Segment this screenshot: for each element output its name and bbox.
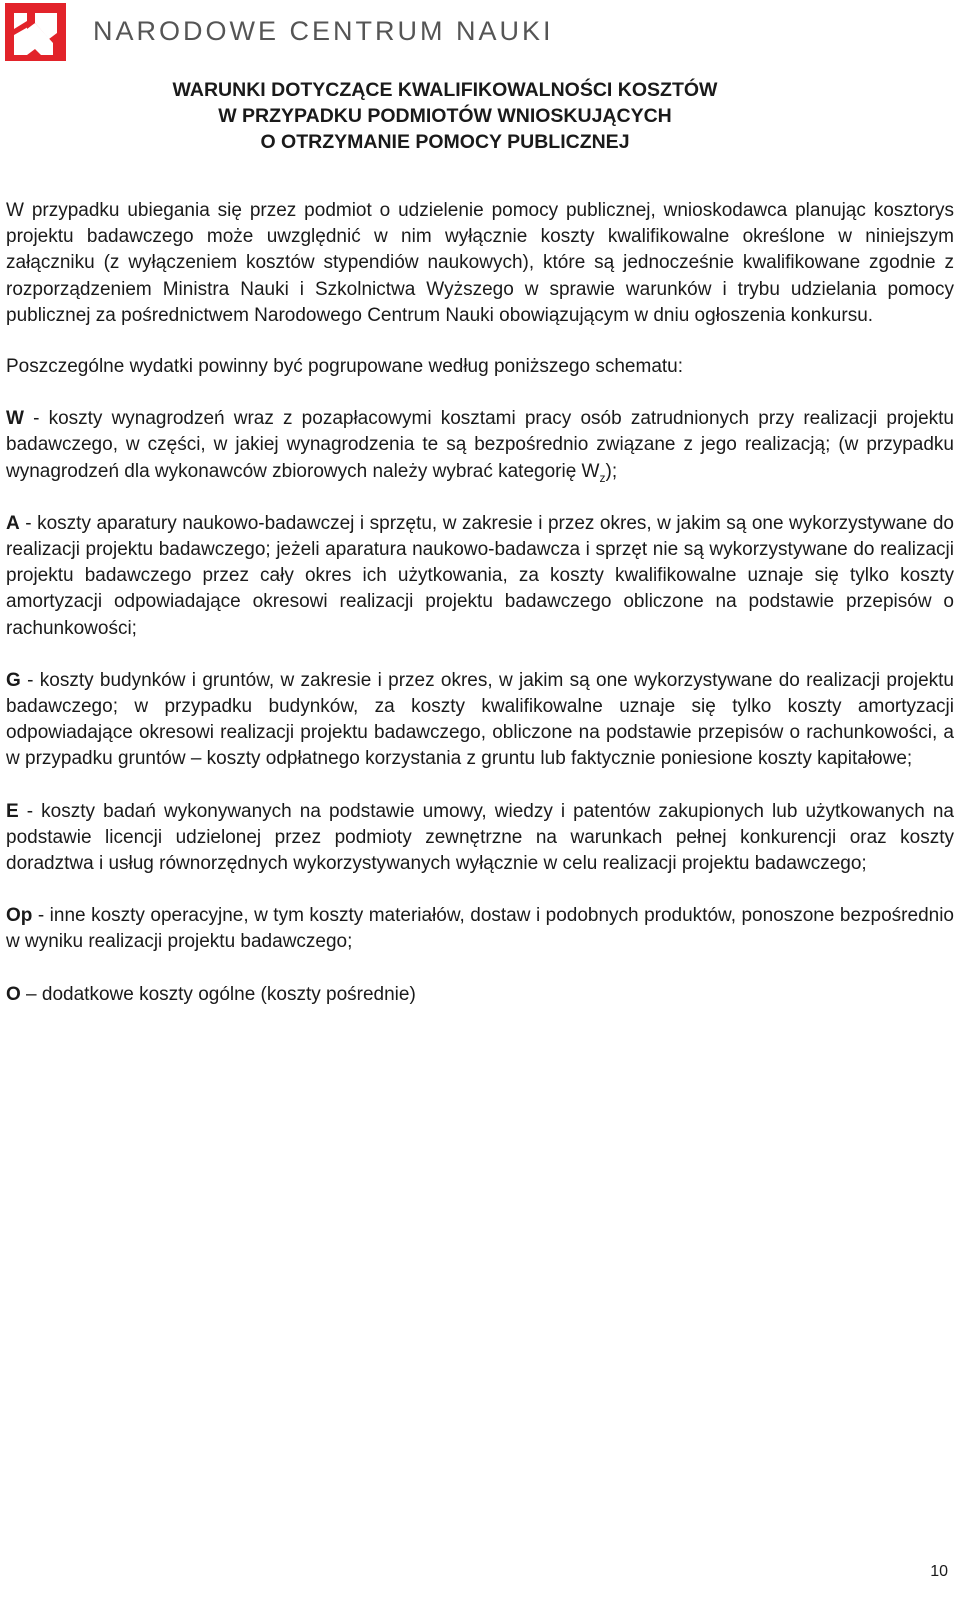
ncn-logo-icon <box>5 3 66 61</box>
category-description: koszty budynków i gruntów, w zakresie i przez okres, w jakim są one wykorzystywane do realizacji projektu badawczego; w przypadku budynków, za koszty kwalifikowalne uznaje się tylko koszty amortyzacji odpowiadające okresowi realizacji projektu badawczego, obliczone na podstawie przepisów o rachunkowości, a w przypadku gruntów – koszty odpłatnego korzystania z gruntu lub faktycznie poniesione koszty kapitałowe; <box>6 669 954 770</box>
page-number: 10 <box>930 1563 948 1580</box>
category-description: koszty badań wykonywanych na podstawie umowy, wiedzy i patentów zakupionych lub użytkowanych na podstawie licencji udzielonej przez podmioty zewnętrzne na warunkach pełnej konkurencji oraz koszty doradztwa i usług równorzędnych wykorzystywanych wyłącznie w celu realizacji projektu badawczego; <box>6 800 954 875</box>
category-description: inne koszty operacyjne, w tym koszty materiałów, dostaw i podobnych produktów, ponoszone bezpośrednio w wyniku realizacji projektu badawczego; <box>6 905 954 953</box>
title-line-2: W PRZYPADKU PODMIOTÓW WNIOSKUJĄCYCH <box>218 105 672 127</box>
title-line-3: O OTRZYMANIE POMOCY PUBLICZNEJ <box>260 131 630 153</box>
category-code: E <box>6 800 19 822</box>
cost-category-e <box>6 799 954 878</box>
category-separator: – <box>20 983 42 1005</box>
cost-category-a <box>6 511 954 642</box>
schema-intro-paragraph: Poszczególne wydatki powinny być pogrupowane według poniższego schematu: <box>6 356 684 378</box>
category-separator: - <box>18 800 42 822</box>
category-subscript: z <box>599 470 606 485</box>
title-line-1: WARUNKI DOTYCZĄCE KWALIFIKOWALNOŚCI KOSZTÓW <box>172 79 718 101</box>
page-header <box>0 0 960 70</box>
category-description: koszty aparatury naukowo-badawczej i sprzętu, w zakresie i przez okres, w jakim są one wykorzystywane do realizacji projektu badawczego; jeżeli aparatura naukowo-badawcza i sprzęt nie są wykorzystywane do realizacji projektu badawczego przez cały okres ich użytkowania, za koszty kwalifikowalne uznaje się tylko koszty amortyzacji odpowiadające okresowi realizacji projektu badawczego obliczone na podstawie przepisów o rachunkowości; <box>6 512 954 639</box>
cost-category-g <box>6 668 954 773</box>
document-body <box>6 198 954 1034</box>
cost-category-op <box>6 903 954 955</box>
category-separator: - <box>32 905 50 927</box>
category-description: dodatkowe koszty ogólne (koszty pośrednie) <box>41 983 416 1005</box>
category-code: A <box>6 512 20 534</box>
category-separator: - <box>20 669 40 691</box>
category-separator: - <box>19 512 38 534</box>
category-code: O <box>6 983 21 1005</box>
category-description: koszty wynagrodzeń wraz z pozapłacowymi kosztami pracy osób zatrudnionych przy realizacji projektu badawczego, w części, w jakiej wynagrodzenia te są bezpośrednio związane z jego realizacją; (w przypadku wynagrodzeń dla wykonawców zbiorowych należy wybrać kategorię W <box>6 408 954 482</box>
cost-category-o <box>6 982 954 1008</box>
cost-category-w <box>6 406 954 485</box>
category-code: Op <box>6 905 33 927</box>
category-code: W <box>6 408 24 430</box>
organization-name: NARODOWE CENTRUM NAUKI <box>93 16 554 46</box>
document-title <box>0 77 890 155</box>
category-separator: - <box>23 408 49 430</box>
category-code: G <box>6 669 21 691</box>
category-tail: ); <box>605 460 618 482</box>
intro-paragraph: W przypadku ubiegania się przez podmiot o udzielenie pomocy publicznej, wnioskodawca planując kosztorys projektu badawczego może uwzględnić w nim wyłącznie koszty kwalifikowalne określone w niniejszym załączniku (z wyłączeniem kosztów stypendiów naukowych), które są jednocześnie kwalifikowane zgodnie z rozporządzeniem Ministra Nauki i Szkolnictwa Wyższego w sprawie warunków i trybu udzielania pomocy publicznej za pośrednictwem Narodowego Centrum Nauki obowiązującym w dniu ogłoszenia konkursu. <box>6 200 954 326</box>
